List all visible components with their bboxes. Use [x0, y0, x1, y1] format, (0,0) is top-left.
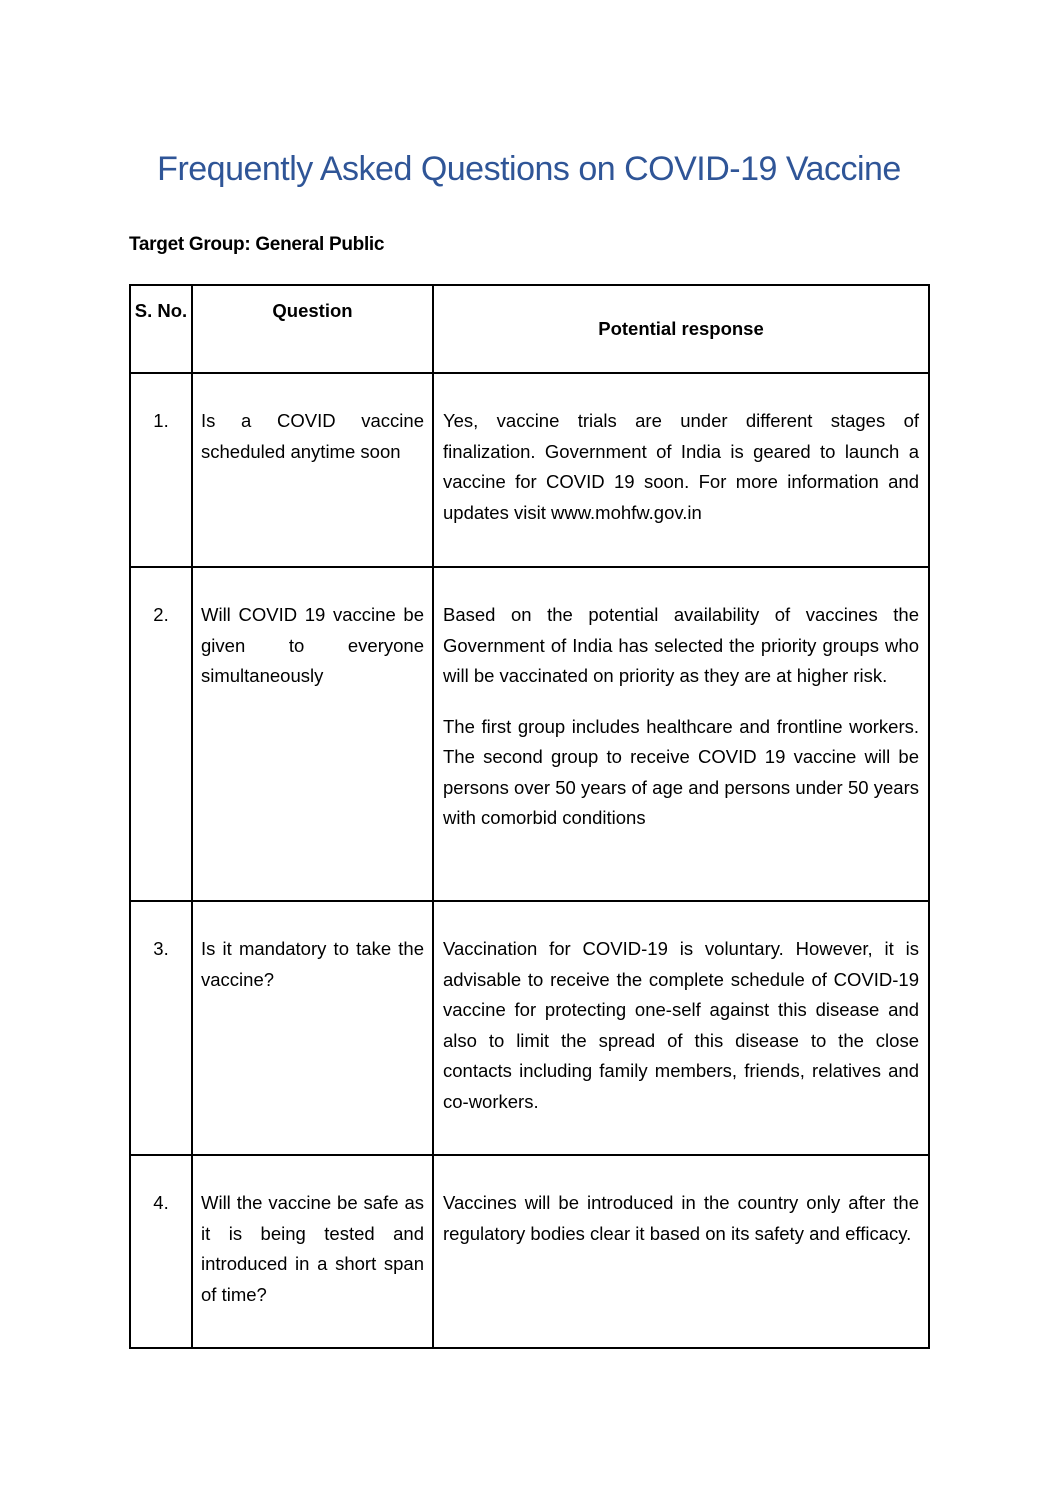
row-sno: 1.	[130, 373, 192, 567]
row-response	[433, 901, 929, 1155]
row-response	[433, 567, 929, 901]
table-row	[130, 1155, 929, 1348]
table-row	[130, 901, 929, 1155]
row-sno: 3.	[130, 901, 192, 1155]
row-question: Is a COVID vaccine scheduled anytime soon	[192, 373, 433, 567]
response-paragraph: Yes, vaccine trials are under different stages of finalization. Government of India is geared to launch a vaccine for COVID 19 soon. For more information and updates visit www.mohfw.gov.in	[443, 410, 919, 523]
row-question: Will the vaccine be safe as it is being tested and introduced in a short span of time?	[192, 1155, 433, 1348]
row-sno: 2.	[130, 567, 192, 901]
row-response	[433, 1155, 929, 1348]
table-header-row	[130, 285, 929, 373]
header-question: Question	[192, 285, 433, 373]
row-question: Will COVID 19 vaccine be given to everyone simultaneously	[192, 567, 433, 901]
header-response: Potential response	[433, 285, 929, 373]
faq-table	[129, 284, 930, 1349]
row-response	[433, 373, 929, 567]
response-paragraph: Vaccines will be introduced in the country only after the regulatory bodies clear it based on its safety and efficacy.	[443, 1192, 919, 1244]
row-sno: 4.	[130, 1155, 192, 1348]
page-title: Frequently Asked Questions on COVID-19 Vaccine	[157, 150, 901, 188]
response-paragraph: Vaccination for COVID-19 is voluntary. However, it is advisable to receive the complete schedule of COVID-19 vaccine for protecting one-self against this disease and also to limit the spread of this disease to the close contacts including family members, friends, relatives and co-workers.	[443, 938, 919, 1112]
header-sno: S. No.	[130, 285, 192, 373]
row-question: Is it mandatory to take the vaccine?	[192, 901, 433, 1155]
table-row	[130, 373, 929, 567]
target-group-heading: Target Group: General Public	[129, 234, 385, 255]
response-paragraph: The first group includes healthcare and frontline workers. The second group to receive COVID 19 vaccine will be persons over 50 years of age and persons under 50 years with comorbid conditions	[443, 715, 919, 828]
response-paragraph: Based on the potential availability of vaccines the Government of India has selected the priority groups who will be vaccinated on priority as they are at higher risk.	[443, 604, 919, 686]
table-row	[130, 567, 929, 901]
